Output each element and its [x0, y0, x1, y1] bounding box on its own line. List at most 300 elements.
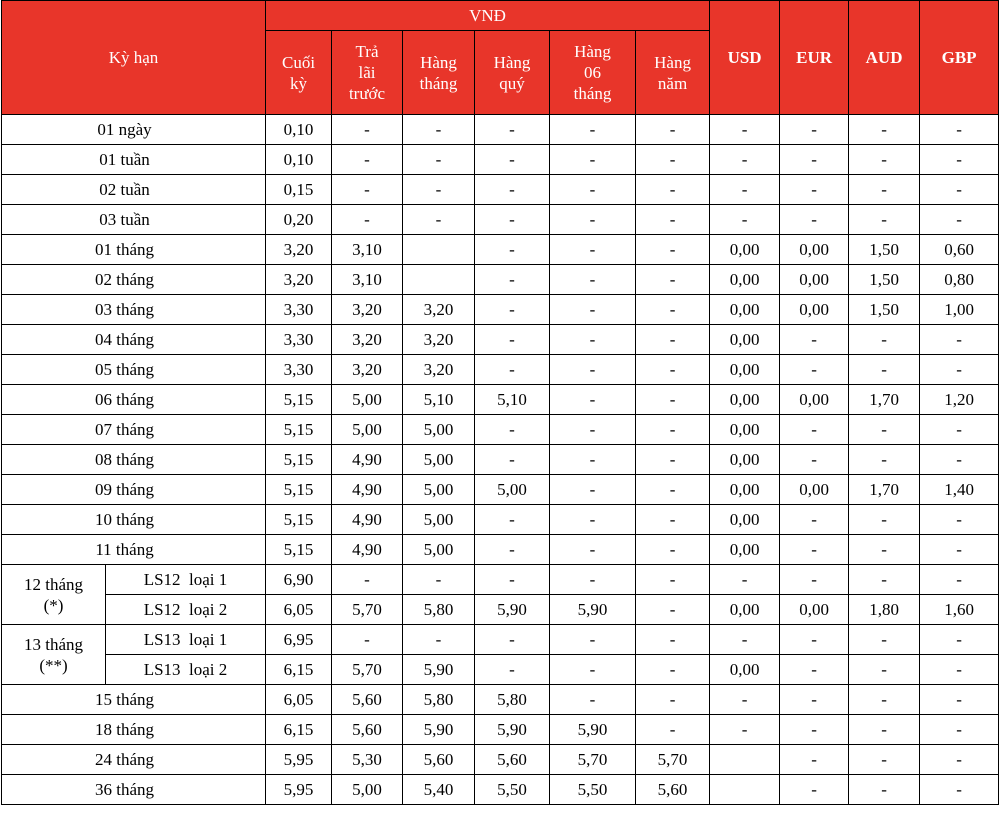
rate-cell-eur: - [780, 625, 849, 655]
rate-cell-vnd-quarterly: - [475, 565, 550, 595]
rate-cell-gbp: 1,60 [920, 595, 999, 625]
rate-cell-usd: - [710, 685, 780, 715]
table-row [2, 745, 999, 775]
rate-cell-aud: 1,70 [849, 475, 920, 505]
rate-cell-vnd-monthly: 5,00 [403, 475, 475, 505]
rate-cell-aud: - [849, 445, 920, 475]
rate-cell-vnd-monthly: 3,20 [403, 325, 475, 355]
rate-cell-vnd-yearly: - [636, 145, 710, 175]
table-row [2, 715, 999, 745]
rate-cell-vnd-semiannual: - [550, 475, 636, 505]
rate-cell-vnd-yearly: - [636, 175, 710, 205]
vnd-header-line: kỳ [290, 73, 308, 93]
table-row [2, 115, 999, 145]
rate-cell-vnd-monthly: 3,20 [403, 295, 475, 325]
rate-cell-vnd-prepaid: 4,90 [332, 445, 403, 475]
rate-cell-vnd-quarterly: 5,10 [475, 385, 550, 415]
rate-cell-vnd-quarterly: 5,00 [475, 475, 550, 505]
rate-cell-aud: - [849, 115, 920, 145]
rate-cell-vnd-semiannual: - [550, 565, 636, 595]
rate-cell-vnd-yearly: - [636, 595, 710, 625]
rate-cell-vnd-semiannual: - [550, 625, 636, 655]
rate-cell-vnd-prepaid: 4,90 [332, 535, 403, 565]
rate-cell-vnd-monthly: 5,00 [403, 535, 475, 565]
rate-cell-vnd-quarterly: - [475, 445, 550, 475]
rate-cell-vnd-semiannual: 5,90 [550, 595, 636, 625]
rate-cell-vnd-semiannual: - [550, 385, 636, 415]
rate-cell-vnd-semiannual: - [550, 235, 636, 265]
rate-cell-aud: 1,80 [849, 595, 920, 625]
vnd-header-line: lãi [358, 63, 376, 82]
rate-cell-vnd-end-of-term: 6,15 [266, 655, 332, 685]
table-row [2, 445, 999, 475]
rate-cell-vnd-end-of-term: 5,15 [266, 475, 332, 505]
rate-cell-vnd-prepaid: - [332, 115, 403, 145]
rate-cell-aud: 1,50 [849, 265, 920, 295]
rate-cell-vnd-semiannual: - [550, 175, 636, 205]
rate-cell-vnd-prepaid: - [332, 205, 403, 235]
rate-cell-vnd-semiannual: 5,90 [550, 715, 636, 745]
rate-cell-vnd-yearly: - [636, 325, 710, 355]
rate-cell-eur: - [780, 565, 849, 595]
rate-cell-vnd-yearly: 5,60 [636, 775, 710, 805]
table-row [2, 685, 999, 715]
rate-cell-vnd-end-of-term: 3,20 [266, 265, 332, 295]
rate-cell-gbp: - [920, 415, 999, 445]
table-row [2, 355, 999, 385]
term-cell: 36 tháng [2, 775, 266, 805]
rate-cell-vnd-quarterly: - [475, 325, 550, 355]
rate-cell-vnd-yearly: - [636, 535, 710, 565]
rate-cell-vnd-end-of-term: 6,05 [266, 595, 332, 625]
rate-cell-vnd-yearly: - [636, 715, 710, 745]
rate-cell-vnd-yearly: - [636, 445, 710, 475]
rate-cell-gbp: - [920, 625, 999, 655]
vnd-header-prepaid [332, 31, 403, 115]
rate-cell-vnd-semiannual: - [550, 445, 636, 475]
rate-cell-vnd-quarterly: - [475, 625, 550, 655]
vnd-header-line: tháng [419, 73, 458, 93]
rate-cell-vnd-semiannual: 5,70 [550, 745, 636, 775]
table-row [2, 535, 999, 565]
rate-cell-usd: 0,00 [710, 505, 780, 535]
rate-cell-eur: - [780, 745, 849, 775]
rate-cell-vnd-end-of-term: 5,15 [266, 445, 332, 475]
rate-cell-vnd-quarterly: - [475, 295, 550, 325]
table-row [2, 565, 999, 595]
rate-cell-vnd-semiannual: - [550, 265, 636, 295]
rate-cell-vnd-prepaid: 5,60 [332, 715, 403, 745]
table-row [2, 655, 999, 685]
rate-cell-vnd-quarterly: - [475, 205, 550, 235]
vnd-header-line: Hàng [654, 52, 691, 72]
rate-cell-usd: - [710, 715, 780, 745]
rate-cell-usd: 0,00 [710, 655, 780, 685]
rate-cell-vnd-end-of-term: 5,95 [266, 745, 332, 775]
rate-cell-vnd-end-of-term: 0,10 [266, 115, 332, 145]
table-row [2, 415, 999, 445]
rate-cell-eur: - [780, 145, 849, 175]
rate-cell-gbp: - [920, 175, 999, 205]
rate-cell-vnd-semiannual: - [550, 535, 636, 565]
rate-cell-eur: - [780, 505, 849, 535]
rate-cell-eur: - [780, 115, 849, 145]
rate-cell-usd: 0,00 [710, 295, 780, 325]
term-cell: 06 tháng [2, 385, 266, 415]
rate-cell-aud: 1,50 [849, 295, 920, 325]
vnd-header-end-of-term [266, 31, 332, 115]
rate-cell-gbp: 0,60 [920, 235, 999, 265]
rate-cell-gbp: - [920, 745, 999, 775]
rate-cell-vnd-end-of-term: 3,20 [266, 235, 332, 265]
rate-cell-vnd-end-of-term: 0,10 [266, 145, 332, 175]
interest-rate-table [1, 0, 999, 805]
rate-cell-vnd-quarterly: 5,60 [475, 745, 550, 775]
term-cell: 01 tuần [2, 145, 266, 175]
rate-cell-vnd-yearly: - [636, 475, 710, 505]
rate-cell-aud: - [849, 355, 920, 385]
rate-cell-eur: 0,00 [780, 295, 849, 325]
vnd-header-line: trước [348, 84, 386, 103]
rate-cell-aud: 1,50 [849, 235, 920, 265]
table-row [2, 385, 999, 415]
rate-cell-vnd-quarterly: - [475, 235, 550, 265]
term-cell: 24 tháng [2, 745, 266, 775]
rate-cell-aud: - [849, 625, 920, 655]
rate-cell-usd [710, 775, 780, 805]
rate-cell-vnd-end-of-term: 6,95 [266, 625, 332, 655]
rate-cell-gbp: - [920, 505, 999, 535]
term-cell: 09 tháng [2, 475, 266, 505]
rate-cell-eur: - [780, 205, 849, 235]
vnd-header-quarterly [475, 31, 550, 115]
rate-cell-gbp: - [920, 685, 999, 715]
rate-cell-gbp: - [920, 535, 999, 565]
term-cell: 01 tháng [2, 235, 266, 265]
subterm-cell: LS13 loại 1 [106, 625, 266, 655]
rate-cell-vnd-monthly: 3,20 [403, 355, 475, 385]
rate-cell-eur: - [780, 175, 849, 205]
rate-cell-vnd-prepaid: 5,70 [332, 595, 403, 625]
rate-cell-vnd-prepaid: 4,90 [332, 505, 403, 535]
table-row [2, 475, 999, 505]
table-row [2, 595, 999, 625]
rate-cell-vnd-end-of-term: 5,15 [266, 385, 332, 415]
rate-cell-vnd-yearly: - [636, 685, 710, 715]
table-row [2, 265, 999, 295]
rate-cell-vnd-monthly: - [403, 115, 475, 145]
rate-cell-vnd-monthly: 5,00 [403, 415, 475, 445]
rate-cell-vnd-semiannual: - [550, 415, 636, 445]
rate-cell-vnd-monthly: 5,00 [403, 505, 475, 535]
rate-cell-vnd-monthly: - [403, 625, 475, 655]
rate-cell-vnd-monthly: 5,80 [403, 685, 475, 715]
rate-cell-usd: - [710, 625, 780, 655]
rate-cell-usd: 0,00 [710, 265, 780, 295]
vnd-header-line: Cuối [281, 52, 316, 72]
rate-cell-vnd-yearly: - [636, 625, 710, 655]
rate-cell-vnd-end-of-term: 3,30 [266, 325, 332, 355]
rate-cell-vnd-end-of-term: 5,15 [266, 415, 332, 445]
rate-cell-gbp: - [920, 445, 999, 475]
term-cell: 08 tháng [2, 445, 266, 475]
rate-cell-vnd-prepaid: 5,30 [332, 745, 403, 775]
rate-cell-eur: 0,00 [780, 265, 849, 295]
rate-cell-vnd-quarterly: - [475, 355, 550, 385]
rate-cell-vnd-yearly: - [636, 385, 710, 415]
table-row [2, 175, 999, 205]
rate-cell-aud: - [849, 715, 920, 745]
term-cell: 02 tháng [2, 265, 266, 295]
rate-cell-aud: - [849, 745, 920, 775]
rate-cell-usd: - [710, 115, 780, 145]
term-group-label: 12 tháng [23, 574, 84, 594]
rate-cell-vnd-monthly [403, 235, 475, 265]
rate-cell-eur: - [780, 775, 849, 805]
rate-cell-vnd-prepaid: 4,90 [332, 475, 403, 505]
term-cell: 02 tuần [2, 175, 266, 205]
rate-cell-vnd-end-of-term: 0,15 [266, 175, 332, 205]
rate-cell-aud: - [849, 325, 920, 355]
rate-cell-gbp: - [920, 115, 999, 145]
term-group-cell [2, 625, 106, 685]
rate-cell-usd: - [710, 205, 780, 235]
rate-cell-gbp: - [920, 655, 999, 685]
rate-cell-eur: - [780, 715, 849, 745]
term-group-label: (**) [39, 655, 68, 675]
rate-cell-vnd-end-of-term: 5,15 [266, 505, 332, 535]
vnd-header-line: Trả [355, 42, 379, 61]
term-cell: 10 tháng [2, 505, 266, 535]
rate-cell-vnd-semiannual: - [550, 655, 636, 685]
rate-cell-gbp: - [920, 325, 999, 355]
vnd-header: VNĐ [266, 1, 710, 31]
rate-cell-eur: - [780, 685, 849, 715]
rate-cell-vnd-prepaid: 5,60 [332, 685, 403, 715]
rate-cell-vnd-prepaid: 3,20 [332, 295, 403, 325]
rate-cell-vnd-monthly: - [403, 565, 475, 595]
rate-cell-vnd-end-of-term: 6,90 [266, 565, 332, 595]
rate-cell-vnd-monthly: - [403, 145, 475, 175]
rate-cell-gbp: - [920, 565, 999, 595]
rate-cell-aud: - [849, 205, 920, 235]
currency-header-usd: USD [710, 1, 780, 115]
term-group-label: (*) [43, 595, 64, 615]
rate-cell-aud: - [849, 145, 920, 175]
vnd-header-line: 06 [584, 63, 602, 82]
term-group-cell [2, 565, 106, 625]
rate-cell-gbp: - [920, 145, 999, 175]
rate-cell-vnd-end-of-term: 6,05 [266, 685, 332, 715]
rate-cell-vnd-monthly: 5,90 [403, 715, 475, 745]
rate-cell-usd: 0,00 [710, 415, 780, 445]
rate-cell-vnd-quarterly: - [475, 535, 550, 565]
rate-cell-vnd-prepaid: 3,10 [332, 265, 403, 295]
rate-cell-vnd-end-of-term: 5,15 [266, 535, 332, 565]
rate-cell-eur: 0,00 [780, 595, 849, 625]
rate-cell-usd: - [710, 565, 780, 595]
rate-cell-usd: 0,00 [710, 445, 780, 475]
rate-cell-vnd-monthly: - [403, 175, 475, 205]
rate-cell-vnd-end-of-term: 6,15 [266, 715, 332, 745]
term-cell: 15 tháng [2, 685, 266, 715]
rate-cell-vnd-quarterly: 5,90 [475, 715, 550, 745]
currency-header-aud: AUD [849, 1, 920, 115]
vnd-header-monthly [403, 31, 475, 115]
rate-cell-vnd-yearly: - [636, 355, 710, 385]
term-cell: 03 tuần [2, 205, 266, 235]
subterm-cell: LS12 loại 1 [106, 565, 266, 595]
rate-cell-vnd-monthly: 5,10 [403, 385, 475, 415]
rate-cell-vnd-prepaid: 5,00 [332, 385, 403, 415]
term-cell: 18 tháng [2, 715, 266, 745]
table-row [2, 625, 999, 655]
rate-cell-usd: 0,00 [710, 235, 780, 265]
rate-cell-usd [710, 745, 780, 775]
rate-cell-vnd-semiannual: 5,50 [550, 775, 636, 805]
rate-cell-usd: 0,00 [710, 535, 780, 565]
rate-cell-eur: 0,00 [780, 385, 849, 415]
rate-cell-vnd-prepaid: 5,70 [332, 655, 403, 685]
term-cell: 07 tháng [2, 415, 266, 445]
rate-cell-vnd-quarterly: - [475, 115, 550, 145]
rate-cell-usd: 0,00 [710, 385, 780, 415]
rate-cell-vnd-monthly: - [403, 205, 475, 235]
vnd-header-line: Hàng [420, 52, 457, 72]
rate-cell-vnd-semiannual: - [550, 205, 636, 235]
rate-cell-vnd-prepaid: 5,00 [332, 775, 403, 805]
rate-cell-vnd-yearly: - [636, 115, 710, 145]
rate-cell-usd: - [710, 175, 780, 205]
rate-cell-vnd-semiannual: - [550, 115, 636, 145]
rate-cell-gbp: - [920, 355, 999, 385]
vnd-header-line: Hàng [574, 42, 611, 61]
vnd-header-line: tháng [573, 84, 612, 103]
table-row [2, 325, 999, 355]
rate-cell-usd: - [710, 145, 780, 175]
subterm-cell: LS12 loại 2 [106, 595, 266, 625]
rate-cell-vnd-prepaid: 5,00 [332, 415, 403, 445]
rate-cell-vnd-monthly [403, 265, 475, 295]
currency-header-eur: EUR [780, 1, 849, 115]
rate-cell-aud: - [849, 685, 920, 715]
term-cell: 05 tháng [2, 355, 266, 385]
rate-cell-vnd-quarterly: - [475, 265, 550, 295]
table-row [2, 295, 999, 325]
vnd-header-yearly [636, 31, 710, 115]
rate-cell-vnd-quarterly: - [475, 145, 550, 175]
rate-cell-gbp: 1,20 [920, 385, 999, 415]
term-group-label: 13 tháng [23, 634, 84, 654]
rate-cell-eur: - [780, 325, 849, 355]
term-cell: 11 tháng [2, 535, 266, 565]
rate-cell-vnd-end-of-term: 5,95 [266, 775, 332, 805]
rate-cell-vnd-yearly: - [636, 265, 710, 295]
rate-cell-vnd-quarterly: - [475, 505, 550, 535]
rate-cell-vnd-semiannual: - [550, 325, 636, 355]
rate-cell-eur: - [780, 655, 849, 685]
rate-cell-eur: - [780, 535, 849, 565]
rate-cell-vnd-semiannual: - [550, 505, 636, 535]
rate-cell-vnd-yearly: - [636, 505, 710, 535]
rate-cell-vnd-quarterly: - [475, 415, 550, 445]
rate-cell-vnd-prepaid: 3,20 [332, 355, 403, 385]
vnd-header-line: Hàng [493, 52, 531, 72]
rate-cell-vnd-semiannual: - [550, 145, 636, 175]
table-row [2, 145, 999, 175]
rate-cell-vnd-quarterly: 5,90 [475, 595, 550, 625]
rate-cell-vnd-end-of-term: 3,30 [266, 295, 332, 325]
rate-cell-usd: 0,00 [710, 595, 780, 625]
subterm-cell: LS13 loại 2 [106, 655, 266, 685]
rate-cell-eur: - [780, 355, 849, 385]
rate-cell-vnd-monthly: 5,00 [403, 445, 475, 475]
rate-cell-vnd-quarterly: 5,80 [475, 685, 550, 715]
rate-cell-usd: 0,00 [710, 325, 780, 355]
currency-header-gbp: GBP [920, 1, 999, 115]
rate-cell-aud: - [849, 655, 920, 685]
term-cell: 03 tháng [2, 295, 266, 325]
rate-cell-aud: - [849, 535, 920, 565]
rate-cell-vnd-monthly: 5,60 [403, 745, 475, 775]
rate-cell-gbp: 0,80 [920, 265, 999, 295]
rate-cell-eur: - [780, 445, 849, 475]
rate-cell-aud: - [849, 565, 920, 595]
rate-cell-vnd-yearly: - [636, 295, 710, 325]
rate-cell-vnd-yearly: - [636, 655, 710, 685]
rate-cell-aud: - [849, 775, 920, 805]
rate-cell-gbp: 1,00 [920, 295, 999, 325]
rate-cell-vnd-prepaid: - [332, 145, 403, 175]
vnd-header-line: năm [657, 73, 688, 93]
rate-cell-aud: - [849, 175, 920, 205]
rate-cell-vnd-yearly: 5,70 [636, 745, 710, 775]
rate-cell-vnd-monthly: 5,80 [403, 595, 475, 625]
rate-cell-vnd-prepaid: 3,10 [332, 235, 403, 265]
rate-cell-aud: - [849, 505, 920, 535]
rate-cell-vnd-monthly: 5,40 [403, 775, 475, 805]
rate-cell-vnd-monthly: 5,90 [403, 655, 475, 685]
rate-cell-vnd-quarterly: - [475, 655, 550, 685]
rate-cell-gbp: - [920, 715, 999, 745]
rate-cell-gbp: - [920, 205, 999, 235]
rate-cell-vnd-yearly: - [636, 205, 710, 235]
rate-cell-vnd-semiannual: - [550, 295, 636, 325]
rate-cell-gbp: - [920, 775, 999, 805]
rate-cell-eur: 0,00 [780, 235, 849, 265]
rate-cell-vnd-prepaid: 3,20 [332, 325, 403, 355]
rate-cell-vnd-quarterly: - [475, 175, 550, 205]
rate-cell-vnd-end-of-term: 0,20 [266, 205, 332, 235]
vnd-header-semiannual [550, 31, 636, 115]
rate-cell-aud: 1,70 [849, 385, 920, 415]
rate-cell-vnd-prepaid: - [332, 175, 403, 205]
rate-cell-aud: - [849, 415, 920, 445]
rate-cell-gbp: 1,40 [920, 475, 999, 505]
table-row [2, 205, 999, 235]
term-cell: 01 ngày [2, 115, 266, 145]
rate-cell-vnd-yearly: - [636, 235, 710, 265]
rate-cell-eur: - [780, 415, 849, 445]
rate-cell-vnd-prepaid: - [332, 565, 403, 595]
rate-cell-vnd-yearly: - [636, 565, 710, 595]
table-row [2, 505, 999, 535]
table-row [2, 235, 999, 265]
table-row [2, 775, 999, 805]
rate-cell-usd: 0,00 [710, 355, 780, 385]
rate-cell-vnd-semiannual: - [550, 355, 636, 385]
vnd-header-line: quý [499, 73, 525, 93]
